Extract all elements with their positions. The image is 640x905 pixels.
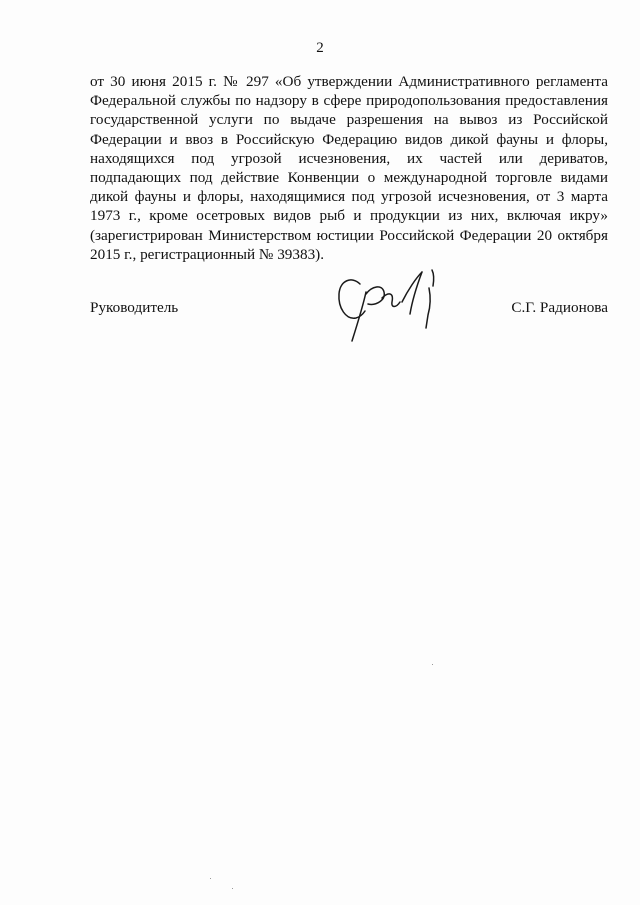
handwritten-signature bbox=[330, 262, 450, 347]
body-paragraph: от 30 июня 2015 г. № 297 «Об утверждении Административного регламента Федеральной службы по надзору в сфере природопользования предоставления государственной услуги по выдаче разрешения на вывоз из Российской Федерации и ввоз в Российскую Федерацию видов дикой фауны и флоры, находящихся под угрозой исчезновения, их частей или дериватов, подпадающих под действие Конвенции о международной торговле видами дикой фауны и флоры, находящимися под угрозой исчезновения, от 3 марта 1973 г., кроме осетровых видов рыб и продукции из них, включая икру» (зарегистрирован Министерством юстиции Российской Федерации 20 октября 2015 г., регистрационный № 39383). bbox=[90, 73, 608, 263]
page-number: 2 bbox=[316, 40, 324, 56]
signatory-name: С.Г. Радионова bbox=[511, 299, 608, 316]
scan-speck bbox=[432, 664, 433, 665]
scan-speck bbox=[232, 888, 233, 889]
signatory-title: Руководитель bbox=[90, 299, 179, 316]
scan-speck bbox=[210, 878, 211, 879]
